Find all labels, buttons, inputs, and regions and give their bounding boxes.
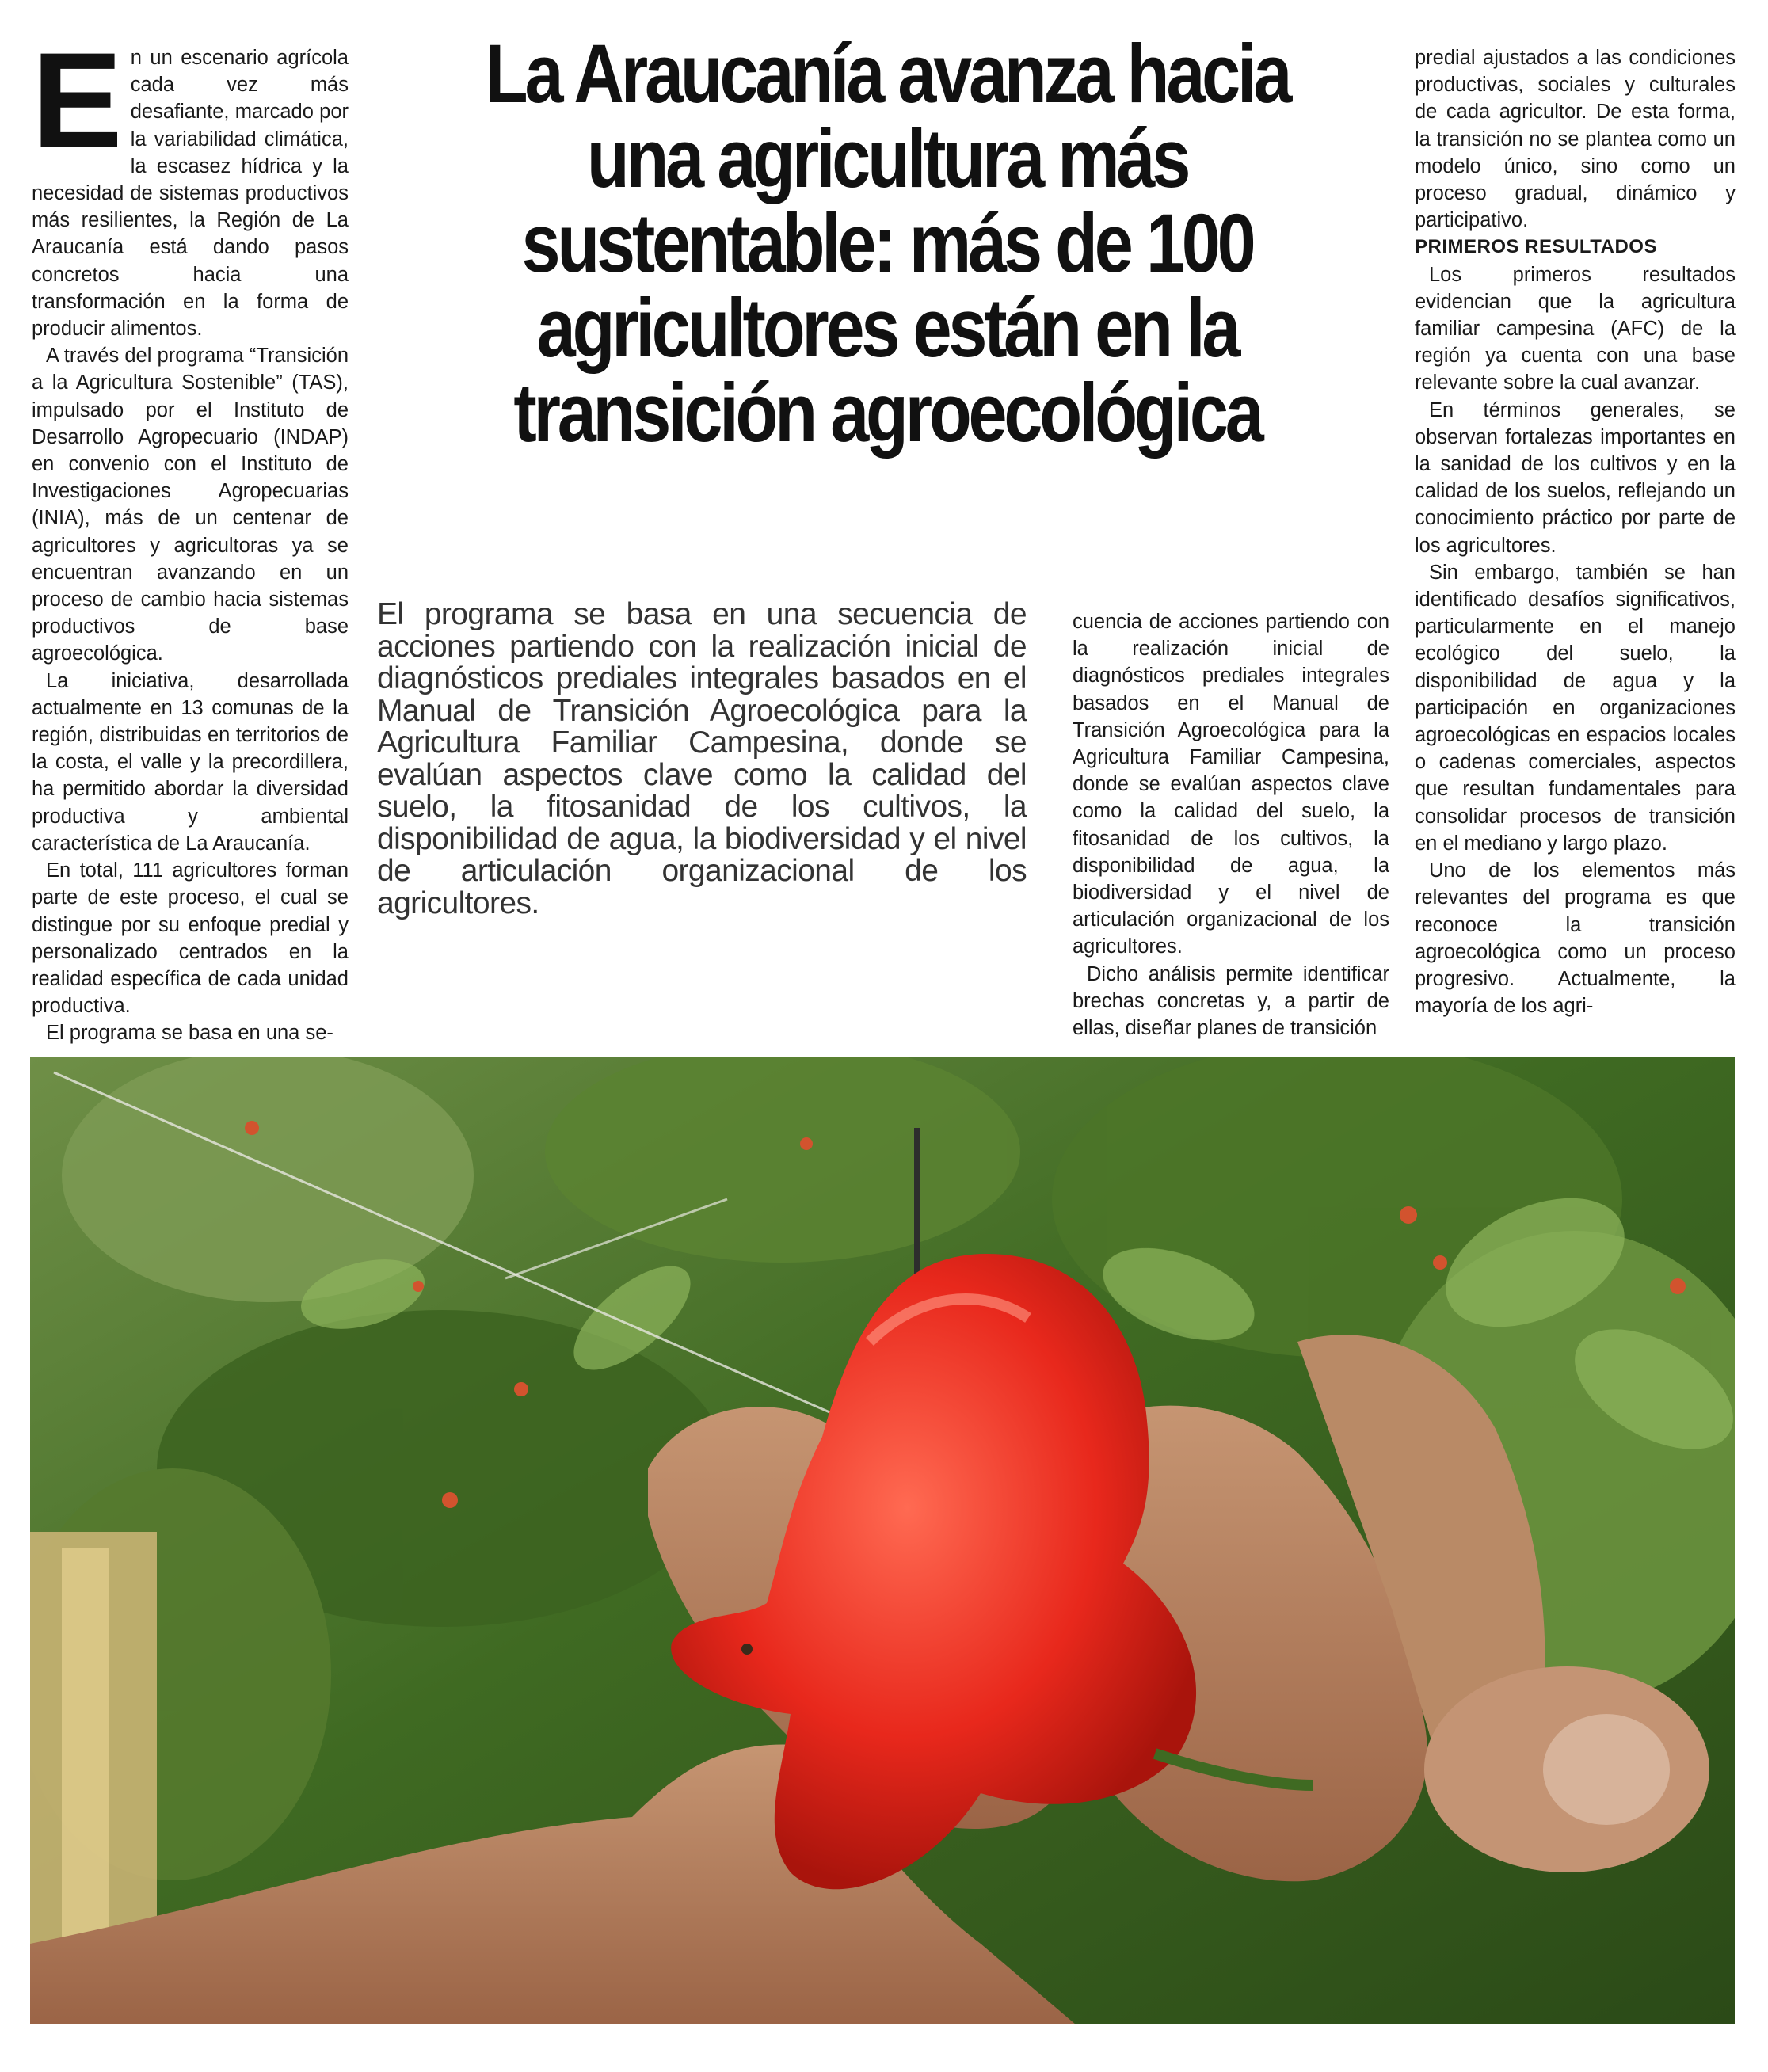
paragraph: Sin embargo, también se han identificado desafíos significativos, particularmente en el manejo ecológico del suelo, la disponibilidad de agua y la participación en organizaciones agroecológicas en espacios locales o cadenas comerciales, aspectos que resultan fundamentales para consolidar procesos de transición en el mediano y largo plazo. bbox=[1415, 561, 1736, 855]
paragraph: A través del programa “Transición a la Agricultura Sostenible” (TAS), impulsado por el Instituto de Desarrollo Agropecuario (INDAP) en convenio con el Instituto de Investigaciones Agropecuarias (INIA), más de un centenar de agricultores y agricultoras ya se encuentran avanzando en un proceso de cambio hacia sistemas productivos de base agroecológica. bbox=[32, 345, 349, 665]
article-photo bbox=[30, 1057, 1735, 2024]
column-middle bbox=[1073, 608, 1389, 1042]
column-right bbox=[1415, 44, 1736, 1019]
headline: La Araucanía avanza hacia una agricultura más sustentable: más de 100 agricultores están en la transición agroecológica bbox=[485, 28, 1290, 459]
paragraph: En total, 111 agricultores forman parte de este proceso, el cual se distingue por su enfoque predial y personalizado centrados en la realidad específica de cada unidad productiva. bbox=[32, 859, 349, 1018]
paragraph: Los primeros resultados evidencian que la agricultura familiar campesina (AFC) de la región ya cuenta con una base relevante sobre la cual avanzar. bbox=[1415, 263, 1736, 394]
paragraph: Dicho análisis permite identificar brechas concretas y, a partir de ellas, diseñar planes de transición bbox=[1073, 962, 1389, 1040]
pepper-in-hand-photo bbox=[30, 1057, 1735, 2024]
lead-paragraph: El programa se basa en una secuencia de acciones partiendo con la realización inicial de diagnósticos prediales integrales basados en el Manual de Transición Agroecológica para la Agricultura Familiar Campesina, donde se evalúan aspectos clave como la calidad del suelo, la fitosanidad de los cultivos, la disponibilidad de agua, la biodiversidad y el nivel de articulación organizacional de los agricultores. bbox=[377, 597, 1027, 920]
column-left bbox=[32, 25, 349, 1047]
section-subhead: PRIMEROS RESULTADOS bbox=[1415, 236, 1657, 258]
paragraph: El programa se basa en una se- bbox=[46, 1022, 333, 1045]
paragraph: La iniciativa, desarrollada actualmente en 13 comunas de la región, distribuidas en territorios de la costa, el valle y la precordillera, ha permitido abordar la diversidad productiva y ambiental característica de La Araucanía. bbox=[32, 669, 349, 855]
paragraph: n un escenario agrícola cada vez más desafiante, marcado por la variabilidad climática, la escasez hídrica y la necesidad de sistemas productivos más resilientes, la Región de La Araucanía está dando pasos concretos hacia una transformación en la forma de producir alimentos. bbox=[32, 47, 349, 341]
paragraph: Uno de los elementos más relevantes del programa es que reconoce la transición agroecológica como un proceso progresivo. Actualmente, la mayoría de los agri- bbox=[1415, 859, 1736, 1018]
paragraph: predial ajustados a las condiciones productivas, sociales y culturales de cada agricultor. De esta forma, la transición no se plantea como un modelo único, sino como un proceso gradual, dinámico y participativo. bbox=[1415, 47, 1736, 232]
drop-cap: E bbox=[32, 25, 123, 177]
paragraph: En términos generales, se observan fortalezas importantes en la sanidad de los cultivos y en la calidad de los suelos, reflejando un conocimiento práctico por parte de los agricultores. bbox=[1415, 398, 1736, 557]
paragraph: cuencia de acciones partiendo con la realización inicial de diagnósticos prediales integrales basados en el Manual de Transición Agroecológica para la Agricultura Familiar Campesina, donde se evalúan aspectos clave como la calidad del suelo, la fitosanidad de los cultivos, la disponibilidad de agua, la biodiversidad y el nivel de articulación organizacional de los agricultores. bbox=[1073, 611, 1389, 958]
